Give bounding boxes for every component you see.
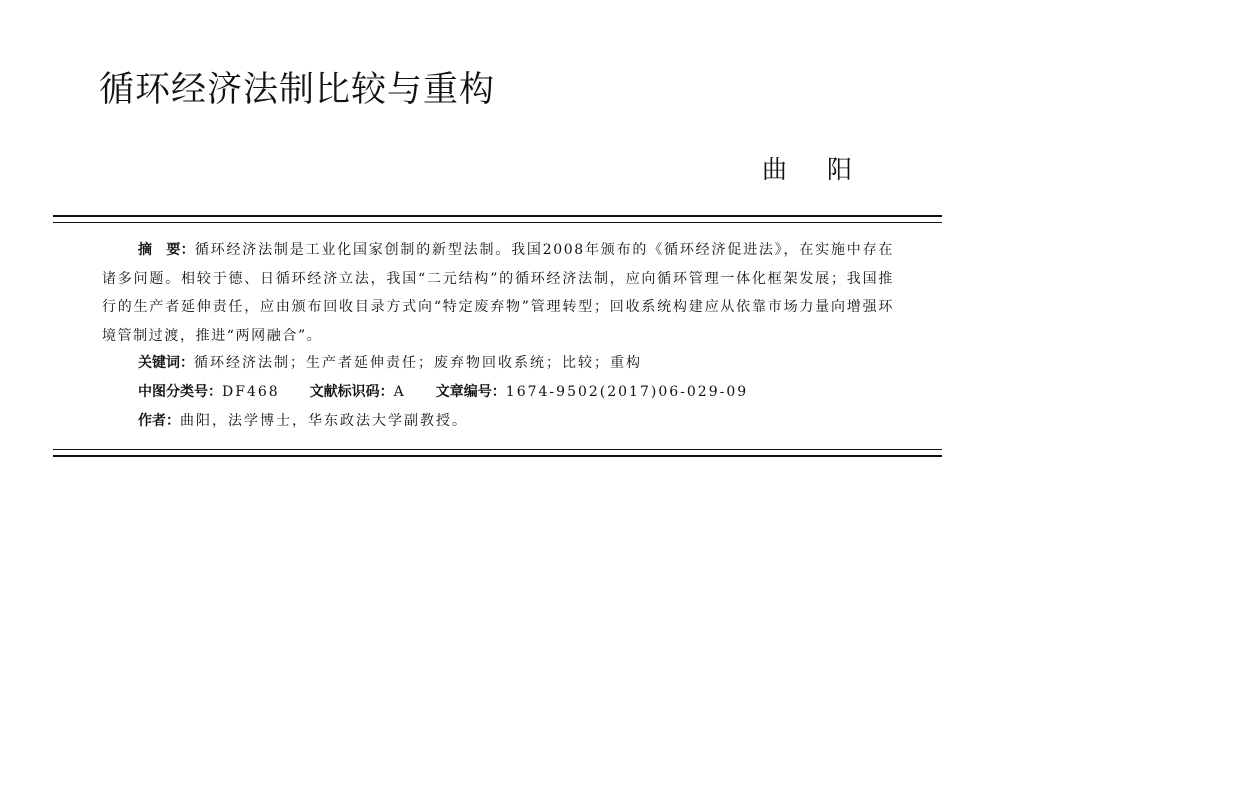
article-no-label: 文章编号：: [435, 384, 506, 400]
author-info-label: 作者：: [138, 413, 180, 429]
keywords-value: 循环经济法制；生产者延伸责任；废弃物回收系统；比较；重构: [194, 355, 642, 371]
keywords-line: [138, 353, 642, 373]
bottom-rule-inner: [53, 449, 942, 450]
article-no-value: 1674-9502(2017)06-029-09: [505, 384, 749, 400]
abstract-paragraph: [102, 236, 894, 350]
doc-code-label: 文献标识码：: [309, 384, 394, 400]
classification-line: [138, 382, 778, 402]
author-name-part: 阳: [827, 155, 853, 184]
clc-value: DF468: [222, 384, 280, 400]
top-rule-inner: [53, 222, 942, 223]
author-name-part: 曲: [762, 155, 788, 184]
abstract-text: 循环经济法制是工业化国家创制的新型法制。我国2008年颁布的《循环经济促进法》，在实施中存在诸多问题。相较于德、日循环经济立法，我国“二元结构”的循环经济法制，应向循环管理一体化框架发展；我国推行的生产者延伸责任，应由颁布回收目录方式向“特定废弃物”管理转型；回收系统构建应从依靠市场力量向增强环境管制过渡，推进“两网融合”。: [102, 242, 895, 344]
top-rule-outer: [53, 215, 942, 217]
keywords-label: 关键词：: [138, 355, 194, 371]
abstract-label: 摘 要：: [138, 242, 195, 258]
author-info-value: 曲阳，法学博士，华东政法大学副教授。: [180, 413, 468, 429]
clc-label: 中图分类号：: [138, 384, 222, 400]
author-name: [762, 152, 852, 188]
doc-code-value: A: [393, 384, 406, 400]
author-info-line: [138, 411, 468, 431]
paper-title: 循环经济法制比较与重构: [99, 70, 496, 110]
bottom-rule-outer: [53, 455, 942, 457]
